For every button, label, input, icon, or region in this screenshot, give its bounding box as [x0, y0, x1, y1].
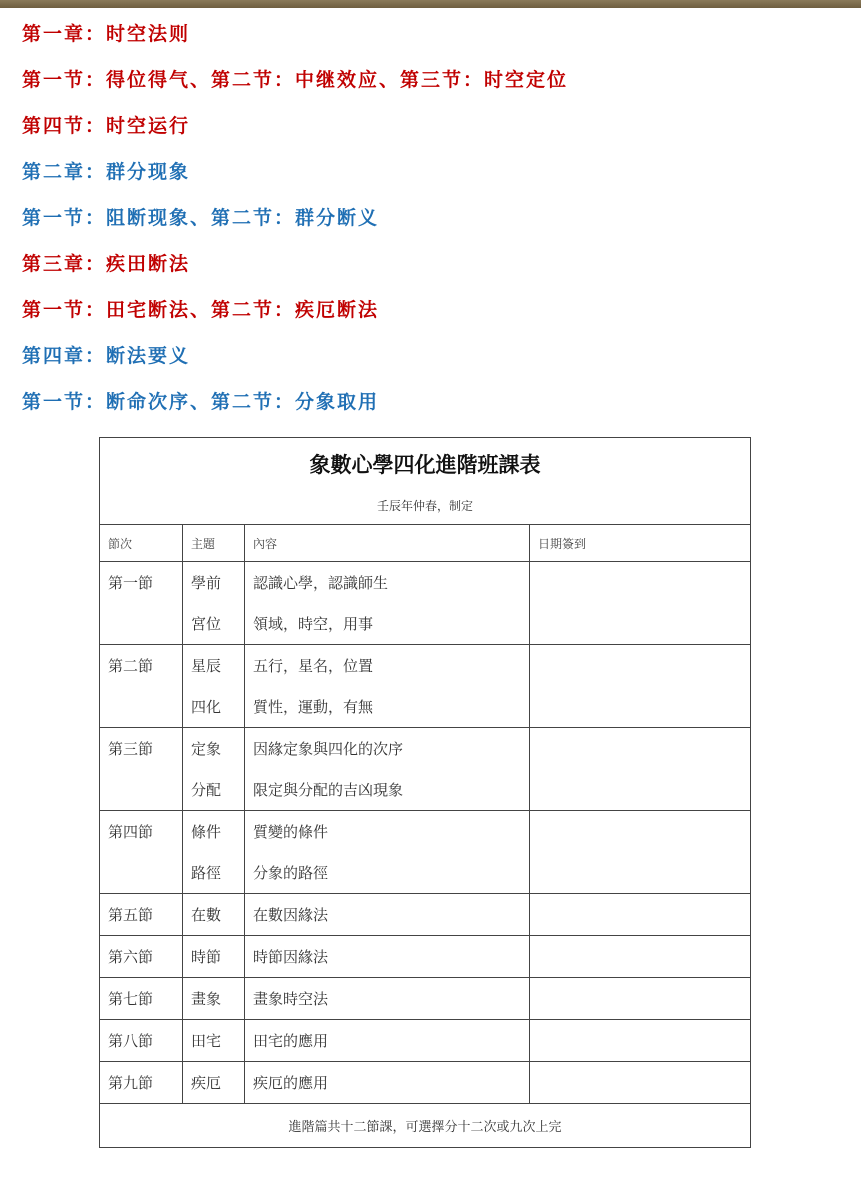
date-signin-cell [530, 603, 751, 645]
topic-cell: 四化 [183, 686, 245, 728]
date-signin-cell [530, 686, 751, 728]
content-cell: 質變的條件 [245, 811, 530, 853]
content-cell: 時節因緣法 [245, 936, 530, 978]
date-signin-cell [530, 978, 751, 1020]
topic-cell: 畫象 [183, 978, 245, 1020]
content-cell: 疾厄的應用 [245, 1062, 530, 1104]
table-row [100, 978, 751, 1020]
outline-line: 第一节：得位得气、第二节：中继效应、第三节：时空定位 [22, 69, 569, 91]
header-date-signin: 日期簽到 [530, 525, 751, 562]
content-cell: 因緣定象與四化的次序 [245, 728, 530, 770]
date-signin-cell [530, 936, 751, 978]
outline-line: 第一节：断命次序、第二节：分象取用 [22, 391, 380, 413]
chapter-outline [22, 17, 842, 431]
date-signin-cell [530, 1062, 751, 1104]
session-cell: 第九節 [100, 1062, 183, 1104]
table-footer-note: 進階篇共十二節課，可選擇分十二次或九次上完 [100, 1104, 751, 1148]
header-topic: 主題 [183, 525, 245, 562]
content-cell: 領域，時空，用事 [245, 603, 530, 645]
table-row [100, 811, 751, 853]
session-cell: 第五節 [100, 894, 183, 936]
date-signin-cell [530, 852, 751, 894]
table-row [100, 1062, 751, 1104]
table-row [100, 603, 751, 645]
date-signin-cell [530, 562, 751, 604]
topic-cell: 分配 [183, 769, 245, 811]
outline-line: 第一章：时空法则 [22, 23, 191, 45]
content-cell: 限定與分配的吉凶現象 [245, 769, 530, 811]
session-cell: 第八節 [100, 1020, 183, 1062]
header-content: 內容 [245, 525, 530, 562]
date-signin-cell [530, 1020, 751, 1062]
topic-cell: 學前 [183, 562, 245, 604]
outline-line: 第四节：时空运行 [22, 115, 191, 137]
session-cell [100, 769, 183, 811]
outline-line: 第二章：群分现象 [22, 161, 191, 183]
content-cell: 五行，星名，位置 [245, 645, 530, 687]
outline-line: 第四章：断法要义 [22, 345, 191, 367]
session-cell: 第一節 [100, 562, 183, 604]
topic-cell: 宮位 [183, 603, 245, 645]
topic-cell: 星辰 [183, 645, 245, 687]
session-cell: 第六節 [100, 936, 183, 978]
content-cell: 認識心學，認識師生 [245, 562, 530, 604]
table-row [100, 645, 751, 687]
content-cell: 質性，運動，有無 [245, 686, 530, 728]
content-cell: 田宅的應用 [245, 1020, 530, 1062]
session-cell [100, 686, 183, 728]
table-row [100, 728, 751, 770]
session-cell: 第三節 [100, 728, 183, 770]
topic-cell: 疾厄 [183, 1062, 245, 1104]
table-row [100, 686, 751, 728]
date-signin-cell [530, 769, 751, 811]
topic-cell: 定象 [183, 728, 245, 770]
date-signin-cell [530, 645, 751, 687]
date-signin-cell [530, 894, 751, 936]
topic-cell: 時節 [183, 936, 245, 978]
session-cell: 第四節 [100, 811, 183, 853]
topic-cell: 在數 [183, 894, 245, 936]
top-border-bar [0, 0, 861, 8]
date-signin-cell [530, 811, 751, 853]
content-cell: 畫象時空法 [245, 978, 530, 1020]
table-title: 象數心學四化進階班課表 [100, 438, 751, 487]
outline-line: 第一节：阻断现象、第二节：群分断义 [22, 207, 380, 229]
table-row [100, 1020, 751, 1062]
date-signin-cell [530, 728, 751, 770]
course-schedule-table [99, 437, 751, 1148]
header-session: 節次 [100, 525, 183, 562]
table-row [100, 936, 751, 978]
table-row [100, 769, 751, 811]
topic-cell: 路徑 [183, 852, 245, 894]
session-cell [100, 603, 183, 645]
session-cell: 第二節 [100, 645, 183, 687]
table-subtitle: 壬辰年仲春，制定 [100, 486, 751, 525]
table-row [100, 894, 751, 936]
table-row [100, 562, 751, 604]
table-header-row [100, 525, 751, 562]
content-cell: 分象的路徑 [245, 852, 530, 894]
session-cell: 第七節 [100, 978, 183, 1020]
outline-line: 第三章：疾田断法 [22, 253, 191, 275]
session-cell [100, 852, 183, 894]
topic-cell: 條件 [183, 811, 245, 853]
topic-cell: 田宅 [183, 1020, 245, 1062]
table-row [100, 852, 751, 894]
outline-line: 第一节：田宅断法、第二节：疾厄断法 [22, 299, 380, 321]
content-cell: 在數因緣法 [245, 894, 530, 936]
